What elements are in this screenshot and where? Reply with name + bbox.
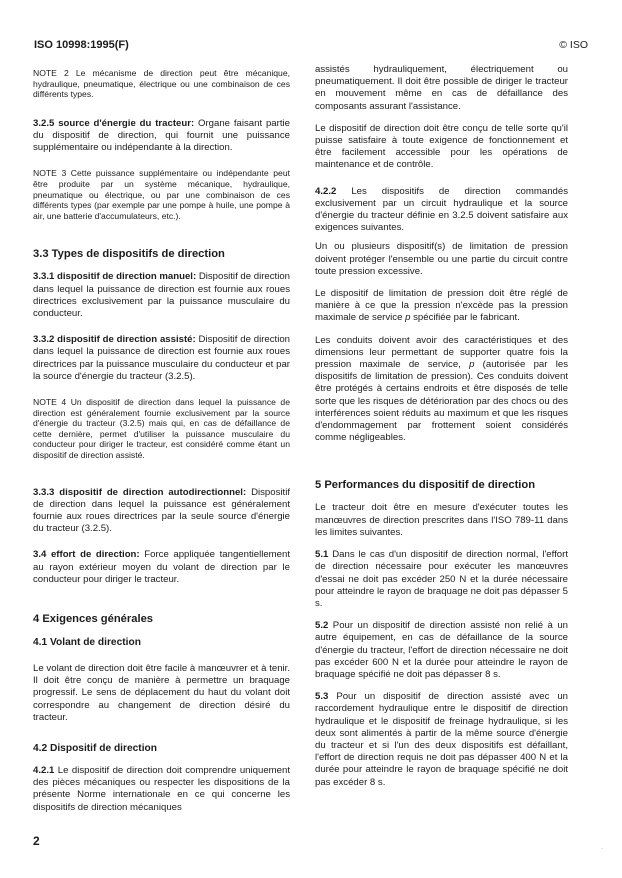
term: source d'énergie du tracteur: xyxy=(58,117,195,129)
page-number: 2 xyxy=(33,834,40,848)
note-2: NOTE 2 Le mécanisme de direction peut être mécanique, hydraulique, pneumatique, électrique ou une combinaison de ces différents types. xyxy=(33,68,290,100)
definition: Dispositif de direction dans lequel la puissance de direction est fournie aux roues directrices par la puissance musculaire du conducteur et par la source d'énergie du tracteur (3.2.5). xyxy=(33,334,291,382)
scan-speck: · xyxy=(601,846,603,852)
variable-p: p xyxy=(469,359,475,371)
clause-3-4 xyxy=(33,549,290,586)
clause-4-2-2 xyxy=(315,186,568,235)
para-pipes xyxy=(315,335,568,445)
right-column xyxy=(315,64,568,789)
clause-5-2 xyxy=(315,620,568,681)
term: dispositif de direction autodirectionnel: xyxy=(59,486,247,498)
text: Les conduits doivent avoir des caractéristiques et des dimensions leur permettant de supporter quatre fois la pression maximale de service, xyxy=(315,334,568,371)
text: spécifiée par le fabricant. xyxy=(410,312,520,324)
copyright-mark: © ISO xyxy=(559,39,588,51)
clause-number: 4.2.1 xyxy=(33,764,55,776)
clause-number: 3.3.1 xyxy=(33,271,55,283)
clause-text: Pour un dispositif de direction assisté non relié à un autre équipement, en cas de défaillance de la source d'énergie du tracteur, l'effort de direction nécessaire ne doit pas excéder 600 N et la durée pour atteindre le rayon de braquage spécifié ne doit pas dépasser 8 s. xyxy=(315,620,568,680)
clause-3-3-2 xyxy=(33,334,290,383)
clause-text: Dans le cas d'un dispositif de direction normal, l'effort de direction nécessaire pour exécuter les manœuvres d'essai ne doit pas excéder 250 N et la durée nécessaire pour atteindre le rayon de braquage ne doit pas dépasser 5 s. xyxy=(315,549,568,609)
clause-text: Les dispositifs de direction commandés exclusivement par un circuit hydraulique et la source d'énergie du tracteur définie en 3.2.5 doivent satisfaire aux exigences suivantes. xyxy=(315,185,568,234)
term: effort de direction: xyxy=(50,549,140,561)
clause-text: Le dispositif de direction doit comprendre uniquement des pièces mécaniques ou respecter les dispositions de la présente Norme internationale en ce qui concerne les dispositifs de direction mécaniques xyxy=(33,764,290,813)
heading-4-1: 4.1 Volant de direction xyxy=(33,636,141,648)
definition: Force appliquée tangentiellement au rayon extérieur moyen du volant de direction par le conducteur pour diriger le tracteur. xyxy=(33,549,291,585)
heading-4-2: 4.2 Dispositif de direction xyxy=(33,742,157,754)
note-3: NOTE 3 Cette puissance supplémentaire ou indépendante peut être produite par un système mécanique, hydraulique, pneumatique ou électrique, ou par une combinaison de ces différents types (par exemple par une pompe à huile, une pompe à air, une batterie d'accumulateurs, etc.). xyxy=(33,168,290,221)
definition: Organe faisant partie du dispositif de direction, qui fournit une puissance supplémentaire ou indépendante à la direction. xyxy=(33,117,290,154)
clause-number: 5.3 xyxy=(315,691,329,703)
clause-5-1 xyxy=(315,549,568,610)
clause-5-3 xyxy=(315,691,568,789)
para-5: Le tracteur doit être en mesure d'exécuter toutes les manœuvres de direction prescrites dans l'ISO 789-11 dans les limites suivantes. xyxy=(315,502,568,538)
clause-number: 3.2.5 xyxy=(33,117,55,129)
note-4: NOTE 4 Un dispositif de direction dans lequel la puissance de direction est généralement fournie exclusivement par la source d'énergie du tracteur (3.2.5) mais qui, en cas de défaillance de cette dernière, permet d'utiliser la puissance musculaire du conducteur pour diriger le tracteur, est considéré comme étant un dispositif de direction assisté. xyxy=(33,396,290,460)
heading-4: 4 Exigences générales xyxy=(33,612,154,625)
clause-4-2-1 xyxy=(33,765,290,814)
heading-3-3: 3.3 Types de dispositifs de direction xyxy=(33,248,225,261)
term: dispositif de direction manuel: xyxy=(57,271,197,283)
clause-number: 3.4 xyxy=(33,549,47,561)
definition: Dispositif de direction dans lequel la puissance est généralement fournie aux roues directrices par la seule source d'énergie du tracteur (3.2.5). xyxy=(33,486,290,535)
para-4-1: Le volant de direction doit être facile à manœuvrer et à tenir. Il doit être conçu de manière à permettre un braquage progressif. Le sens de déplacement du haut du volant doit correspondre au changement de direction désiré du tracteur. xyxy=(33,662,290,723)
clause-number: 5.1 xyxy=(315,549,329,561)
definition: Dispositif de direction dans lequel la puissance de direction est fournie aux roues directrices exclusivement par la puissance musculaire du conducteur. xyxy=(33,271,290,319)
clause-number: 3.3.2 xyxy=(33,334,55,346)
variable-p: p xyxy=(405,312,411,324)
clause-3-2-5 xyxy=(33,118,290,155)
clause-text: Pour un dispositif de direction assisté avec un raccordement hydraulique entre le dispositif de direction hydraulique et le dispositif de freinage hydraulique, si les deux sont alimentés à partir de la même source d'énergie du tracteur et si l'un des deux dispositifs est défaillant, l'effort de direction requis ne doit pas dépasser 400 N et la durée pour atteindre le rayon de braquage spécifié ne doit pas excéder 8 s. xyxy=(315,691,568,788)
clause-3-3-3 xyxy=(33,487,290,536)
clause-number: 4.2.2 xyxy=(315,185,337,197)
text: (autorisée par les dispositifs de limitation de pression). Ces conduits doivent être protégés à certains endroits et être disposés de telle sorte que les risques de détérioration par des chocs ou des interférences soient réduits au maximum et que les risques d'endommagement par frottement soient considérés comme négligeables. xyxy=(315,359,568,444)
clause-number: 3.3.3 xyxy=(33,486,55,498)
document-reference: ISO 10998:1995(F) xyxy=(34,39,129,51)
left-column xyxy=(33,68,290,814)
para-design: Le dispositif de direction doit être conçu de telle sorte qu'il puisse satisfaire à toute exigence de fonctionnement et être facilement accessible pour les opérations de maintenance et de contrôle. xyxy=(315,122,568,171)
text: Le dispositif de limitation de pression doit être réglé de manière à ce que la pression n'excède pas la pression maximale de service xyxy=(315,288,568,324)
para-pressure-limit: Un ou plusieurs dispositif(s) de limitation de pression doivent protéger l'ensemble ou une partie du circuit contre toute pression excessive. xyxy=(315,241,568,277)
clause-number: 5.2 xyxy=(315,620,329,632)
clause-3-3-1 xyxy=(33,271,290,320)
para-continued: assistés hydrauliquement, électriquement ou pneumatiquement. Il doit être possible de diriger le tracteur en mouvement même en cas de défaillance des composants assurant l'assistance. xyxy=(315,64,568,112)
para-pressure-setting xyxy=(315,288,568,325)
heading-5: 5 Performances du dispositif de direction xyxy=(315,479,536,492)
term: dispositif de direction assisté: xyxy=(57,334,196,346)
